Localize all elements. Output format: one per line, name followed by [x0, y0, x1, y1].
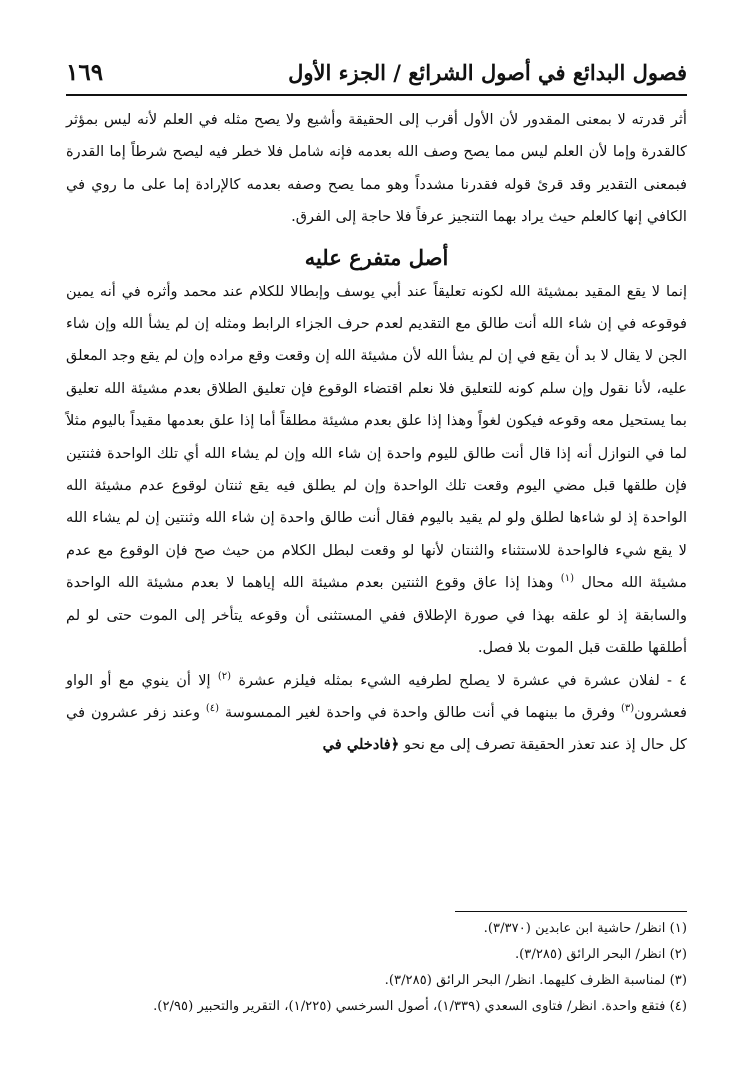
footnote-ref-3[interactable]: (٣) [620, 703, 635, 715]
paragraph-3-text-a: ٤ - لفلان عشرة في عشرة لا يصلح لطرفيه الشيء بمثله فيلزم عشرة [238, 671, 688, 689]
paragraph-3-text-c: وفرق ما بينهما في أنت طالق واحدة في واحدة لغير الممسوسة [224, 703, 616, 721]
paragraph-2-text-b: وهذا إذا عاق وقوع الثنتين بعدم مشيئة الله إياهما لا بعدم مشيئة الله الواحدة والسابقة إذ لو علقه بهذا في صورة الإطلاق ففي المستثنى أن وقوعه يتأخر إلى الموت حتى لو لم أطلقها طلقت قبل الموت بلا فصل. [66, 574, 687, 657]
paragraph-3-text-b: إلا أن ينوي مع أو الواو فعشرون [66, 671, 688, 721]
paragraph-3-text-d: وعند زفر عشرون في كل حال إذ عند تعذر الحقيقة تصرف إلى مع نحو [66, 703, 687, 754]
footnote-ref-1[interactable]: (١) [560, 573, 574, 585]
footnotes [66, 916, 687, 1020]
footnote-1: (١) انظر/ حاشية ابن عابدين (٣/٣٧٠). [483, 921, 687, 936]
book-title: فصول البدائع في أصول الشرائع / الجزء الأول [288, 59, 687, 85]
paragraph-2 [66, 276, 687, 665]
footnote-4: (٤) فتقع واحدة. انظر/ فتاوى السعدي (١/٣٣٩)، أصول السرخسي (١/٢٢٥)، التقرير والتحبير (٢/٩٥). [153, 999, 687, 1014]
footnote-2: (٢) انظر/ البحر الرائق (٣/٢٨٥). [514, 947, 687, 962]
section-heading: أصل متفرع عليه [304, 244, 449, 270]
footnote-3: (٣) لمناسبة الظرف كليهما. انظر/ البحر الرائق (٣/٢٨٥). [384, 973, 687, 988]
main-text [66, 104, 687, 762]
quran-quote: ﴿فادخلي في [322, 736, 400, 754]
header-divider [66, 94, 687, 96]
paragraph-2-text-a: إنما لا يقع المقيد بمشيئة الله لكونه تعليقاً عند أبي يوسف وإبطالا للكلام عند محمد وأثره في أنه يمين فوقوعه في إن شاء الله أنت طالق مع التقديم لعدم حرف الجزاء الرابط ومثله إن لم يشأ الله وإن شاء الجن لا يقال لا بد أن يقع في إن لم يشأ الله لأن مشيئة الله إن وقعت وقع مراده وإن لم يقع وجد المعلق عليه، لأنا نقول وإن سلم كونه للتعليق فلا نعلم اقتضاء الوقوع فإن تعليق الطلاق بعدم مشيئة الله تعليق بما يستحيل معه وقوعه فيكون لغواً وهذا إذا علق بعدم مشيئة مطلقاً أما إذا علق بعدمها مقيداً باليوم مثلاً لما في النوازل أنه إذا قال أنت طالق لليوم واحدة إن شاء الله وإن لم يشاء الله أي تلك الواحدة فثنتين فإن طلقها قبل مضي اليوم وقعت تلك الواحدة وإن لم يطلق فيه يقع ثنتان لوقوع عدم مشيئة الله الواحدة إذ لو شاءها لطلق ولو لم يقيد باليوم فقال أنت طالق واحدة إن شاء الله وثنتين إن لم يشاء الله لا يقع شيء فالواحدة للاستثناء والثنتان لأنها لو وقعت لبطل الكلام من حيث صح فإن الوقوع مع عدم مشيئة الله محال [66, 282, 687, 592]
paragraph-1: أثر قدرته لا بمعنى المقدور لأن الأول أقرب إلى الحقيقة وأشيع ولا يصح مثله في العلم لأنه ليس بمؤثر كالقدرة وإما لأن العلم ليس مما يصح وصف الله بعدمه فإنه شامل فلا خطر فيه ليصح شرطاً إما القدرة فبمعنى التقدير وقد قرئ قوله فقدرنا مشدداً وهو مما يصح وصفه بعدمه كالإرادة إما على ما روي في الكافي إنها كالعلم حيث يراد بهما التنجيز عرفاً فلا حاجة إلى الفرق. [66, 111, 687, 226]
running-header [66, 52, 687, 92]
footnote-divider [455, 911, 687, 912]
paragraph-3 [66, 665, 687, 762]
page-number: ١٦٩ [66, 58, 104, 86]
footnote-ref-2[interactable]: (٢) [217, 670, 232, 682]
footnote-ref-4[interactable]: (٤) [205, 703, 219, 715]
